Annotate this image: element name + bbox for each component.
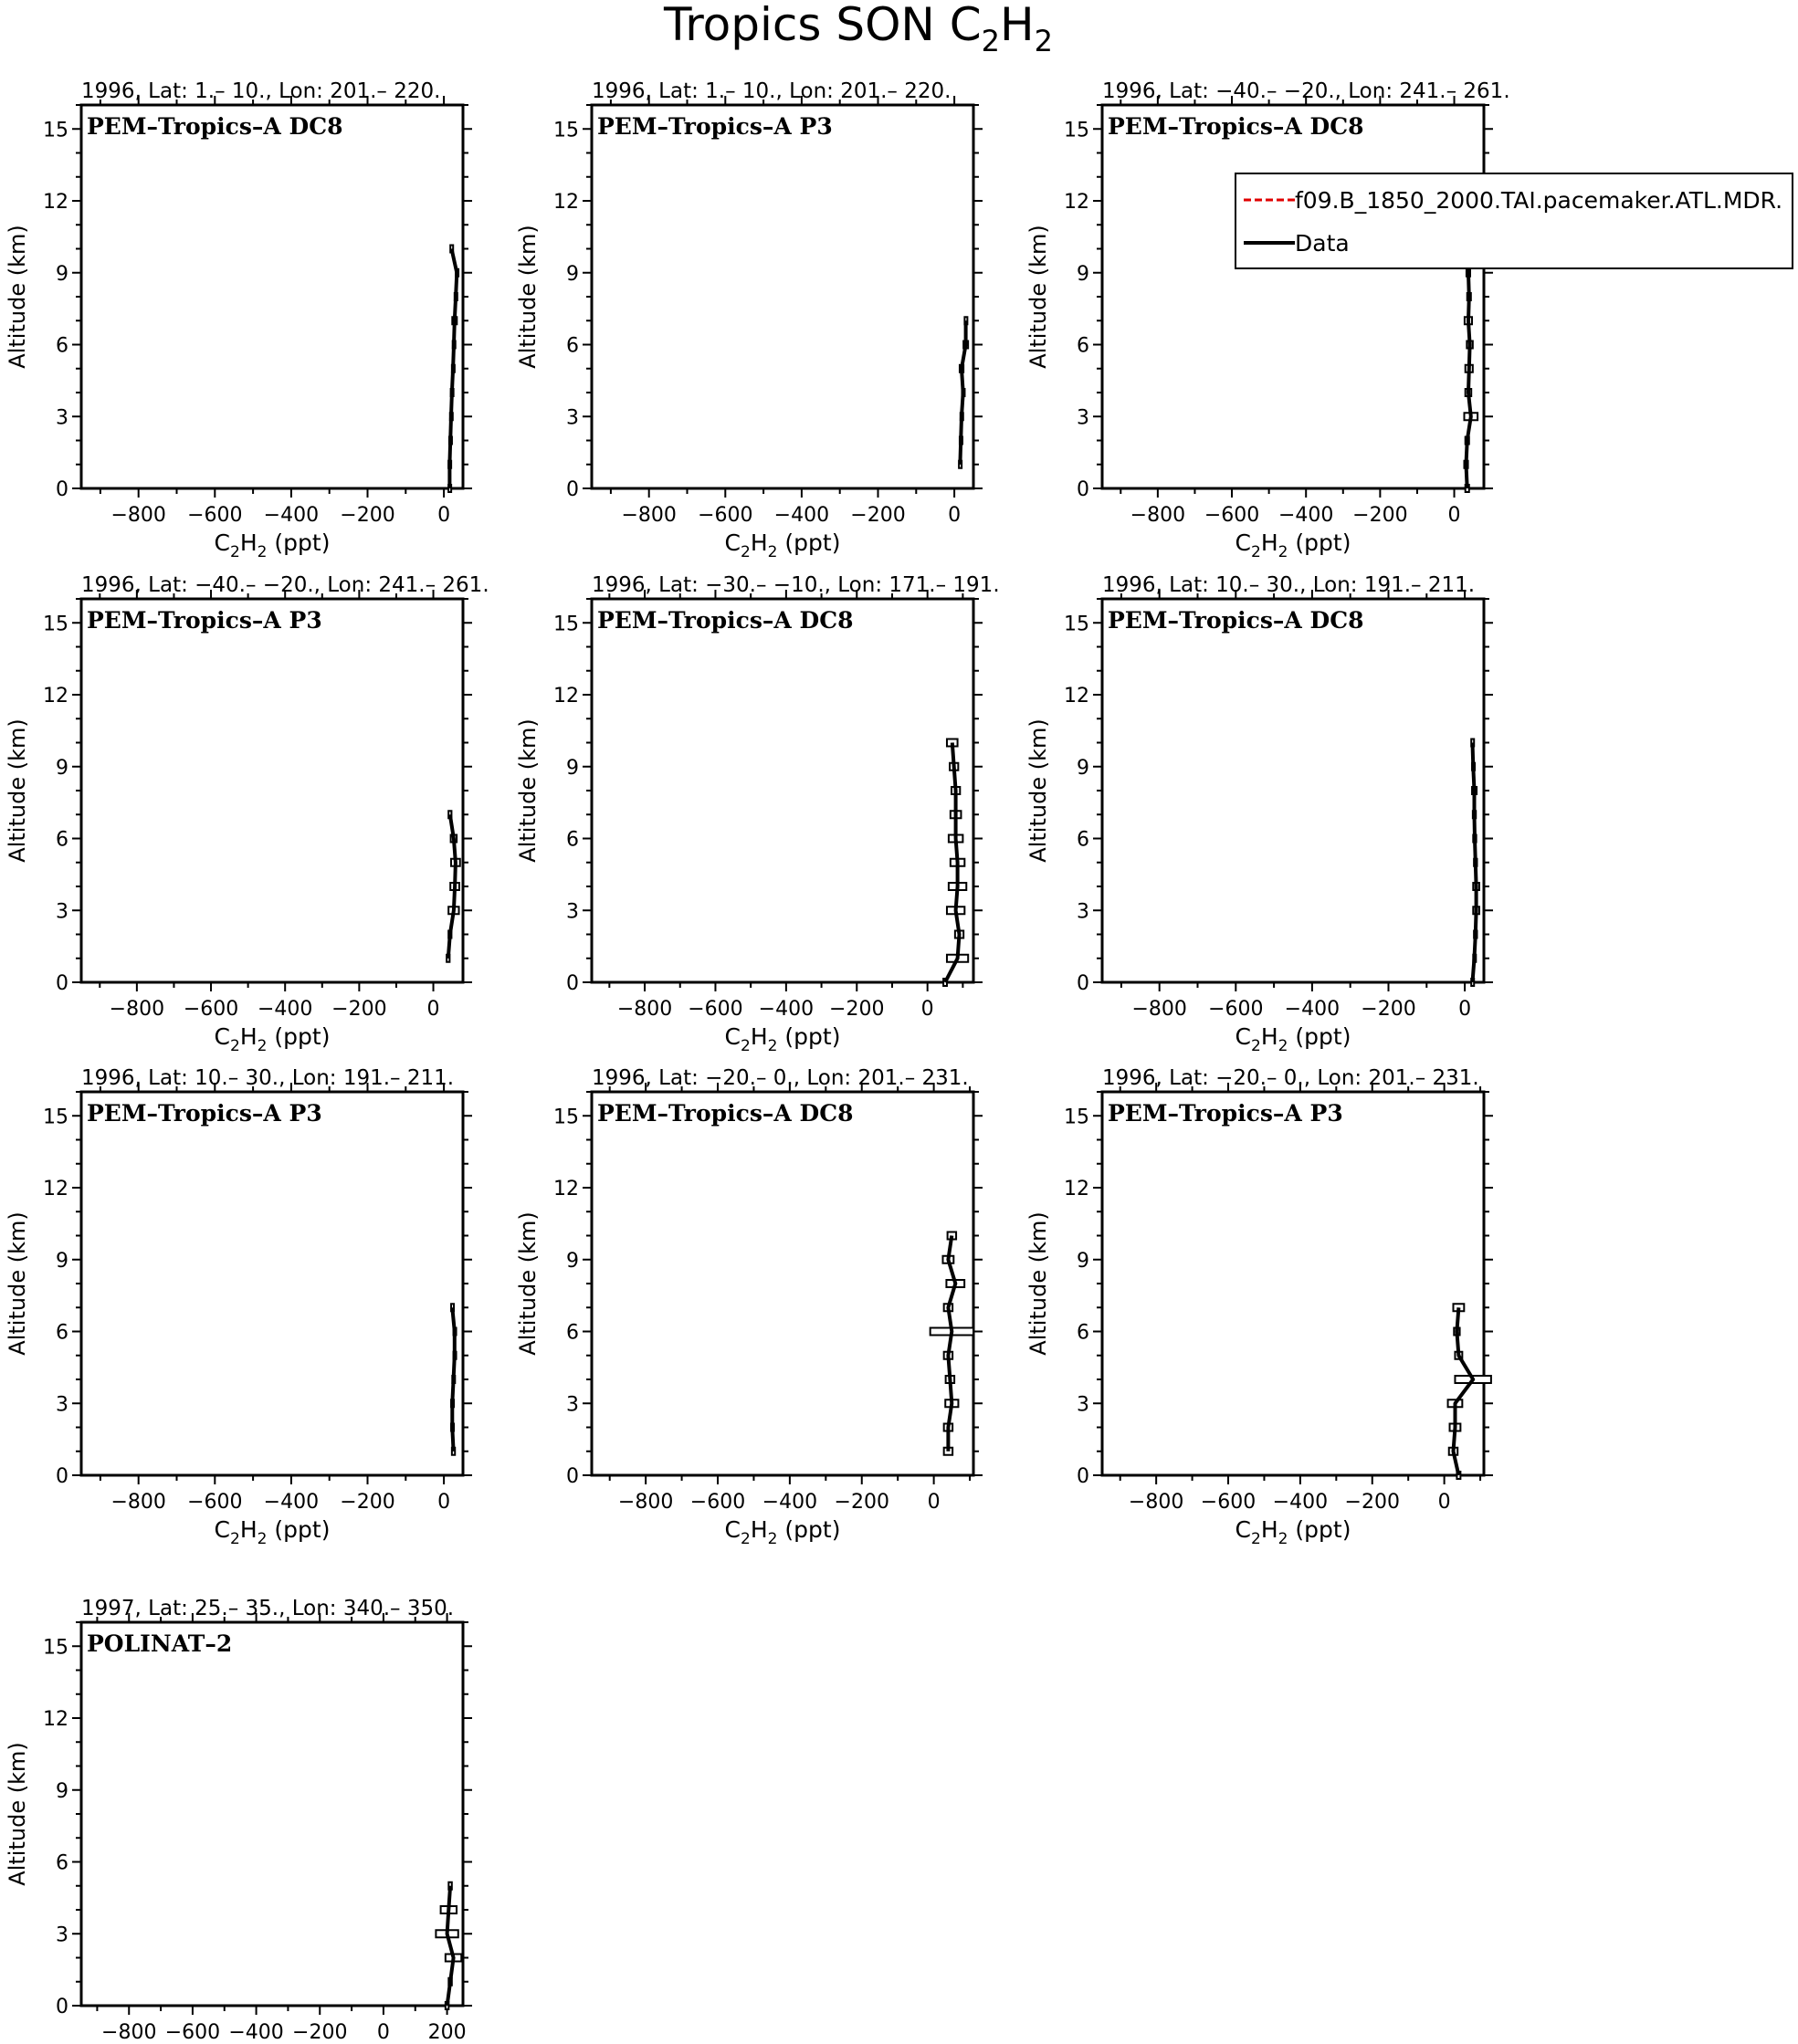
y-tick-label: 12	[43, 191, 68, 214]
x-axis-label	[725, 529, 841, 561]
x-tick-label: 0	[920, 998, 934, 1021]
x-tick-label: −800	[109, 998, 165, 1021]
y-tick-label: 12	[553, 1178, 579, 1200]
x-tick-label: −600	[698, 504, 753, 527]
panel-header: 1996, Lat: 10.– 30., Lon: 191.– 211.	[1102, 573, 1476, 597]
x-tick-label: 0	[1458, 998, 1472, 1021]
campaign-label: PEM–Tropics–A P3	[87, 607, 322, 634]
y-tick-label: 6	[566, 828, 579, 852]
x-tick-label: −200	[340, 1491, 395, 1514]
y-axis-label: Altitude (km)	[1025, 225, 1051, 369]
campaign-label: PEM–Tropics–A DC8	[597, 607, 854, 634]
x-tick-label: −800	[1128, 1491, 1184, 1514]
campaign-label: PEM–Tropics–A DC8	[1108, 113, 1364, 140]
x-tick-label: −600	[183, 998, 239, 1021]
y-tick-label: 12	[43, 685, 68, 708]
y-axis-label: Altitude (km)	[5, 225, 30, 369]
y-tick-label: 6	[1077, 828, 1089, 852]
panel-header: 1996, Lat: −40.– −20., Lon: 241.– 261.	[81, 573, 489, 597]
y-tick-label: 0	[566, 972, 579, 995]
chart-panel-2	[515, 79, 983, 561]
y-tick-label: 6	[56, 828, 68, 852]
y-tick-label: 9	[1077, 1249, 1089, 1273]
page-title: Tropics SON $C_2H_2$	[664, 0, 1053, 58]
x-axis-label-part: H	[750, 1023, 768, 1050]
chart-panel-1	[5, 79, 472, 561]
x-axis-label-part: (ppt)	[267, 1023, 331, 1050]
y-tick-label: 12	[553, 685, 579, 708]
y-tick-label: 15	[553, 119, 579, 142]
x-tick-label: −400	[1272, 1491, 1329, 1514]
x-axis-label-part: 2	[230, 1037, 240, 1055]
y-tick-label: 6	[56, 334, 68, 358]
y-tick-label: 9	[566, 756, 579, 780]
y-tick-label: 0	[56, 972, 68, 995]
x-tick-label: −200	[340, 504, 395, 527]
x-tick-label: 0	[437, 504, 451, 527]
y-axis-label: Altitude (km)	[515, 718, 541, 863]
chart-panel-6	[1025, 573, 1493, 1055]
x-tick-label: −400	[1278, 504, 1334, 527]
y-tick-label: 9	[56, 262, 68, 286]
x-axis-label	[1235, 1516, 1351, 1548]
x-tick-label: −400	[762, 1491, 818, 1514]
y-tick-label: 9	[56, 1249, 68, 1273]
x-axis-label	[215, 1516, 331, 1548]
x-axis-label-part: 2	[257, 1530, 268, 1548]
x-tick-label: −200	[829, 998, 885, 1021]
x-axis-label-part: C	[1235, 1023, 1251, 1050]
x-tick-label: −200	[1361, 998, 1416, 1021]
y-tick-label: 15	[1064, 613, 1089, 636]
data-profile-line	[449, 249, 457, 489]
y-tick-label: 9	[566, 1249, 579, 1273]
y-tick-label: 12	[1064, 191, 1089, 214]
x-axis-label	[725, 1023, 841, 1055]
chart-panel-7	[5, 1066, 472, 1548]
x-axis-label-part: (ppt)	[267, 529, 331, 556]
campaign-label: POLINAT–2	[87, 1630, 233, 1657]
x-tick-label: −800	[110, 1491, 166, 1514]
y-axis-label: Altitude (km)	[5, 1742, 30, 1886]
panel-header: 1996, Lat: 10.– 30., Lon: 191.– 211.	[81, 1066, 455, 1090]
x-tick-label: −400	[773, 504, 830, 527]
y-tick-label: 3	[56, 900, 68, 924]
y-tick-label: 15	[1064, 1106, 1089, 1129]
plot-frame	[81, 105, 463, 488]
x-axis-label	[1235, 529, 1351, 561]
x-tick-label: −600	[187, 504, 243, 527]
plot-frame	[592, 599, 973, 982]
x-axis-label-part: H	[239, 529, 258, 556]
y-tick-label: 3	[566, 1393, 579, 1417]
chart-panel-5	[515, 573, 1000, 1055]
x-axis-label-part: C	[724, 529, 741, 556]
x-tick-label: −400	[1284, 998, 1341, 1021]
x-axis-label-part: 2	[767, 543, 778, 561]
x-axis-label-part: 2	[230, 1530, 240, 1548]
data-profile-line	[452, 1307, 455, 1452]
y-tick-label: 9	[1077, 262, 1089, 286]
y-tick-label: 0	[566, 478, 579, 501]
x-axis-label	[215, 529, 331, 561]
y-tick-label: 15	[43, 119, 68, 142]
x-axis-label-part: C	[1235, 529, 1251, 556]
x-tick-label: −200	[850, 504, 906, 527]
y-tick-label: 12	[43, 1708, 68, 1731]
legend-data-label: Data	[1295, 230, 1350, 257]
y-tick-label: 15	[553, 613, 579, 636]
y-axis-label: Altitude (km)	[1025, 718, 1051, 863]
x-tick-label: −800	[101, 2021, 157, 2044]
y-tick-label: 0	[566, 1465, 579, 1488]
x-tick-label: −600	[689, 1491, 746, 1514]
data-profile-line	[1473, 743, 1477, 983]
y-tick-label: 6	[1077, 334, 1089, 358]
panel-header: 1996, Lat: −20.– 0., Lon: 201.– 231.	[592, 1066, 969, 1090]
y-tick-label: 12	[1064, 685, 1089, 708]
y-tick-label: 15	[553, 1106, 579, 1129]
panel-header: 1996, Lat: −30.– −10., Lon: 171.– 191.	[592, 573, 1000, 597]
x-axis-label-part: (ppt)	[1288, 1516, 1351, 1543]
campaign-label: PEM–Tropics–A DC8	[597, 1100, 854, 1127]
x-tick-label: −600	[688, 998, 743, 1021]
x-tick-label: −400	[263, 1491, 320, 1514]
y-tick-label: 3	[56, 1923, 68, 1947]
x-axis-label-part: H	[1260, 1516, 1278, 1543]
x-axis-label-part: 2	[1251, 1530, 1261, 1548]
x-axis-label-part: 2	[257, 1037, 268, 1055]
campaign-label: PEM–Tropics–A DC8	[1108, 607, 1364, 634]
panel-header: 1996, Lat: 1.– 10., Lon: 201.– 220.	[592, 79, 952, 103]
y-axis-label: Altitude (km)	[515, 225, 541, 369]
x-axis-label-part: 2	[1278, 1037, 1288, 1055]
panel-grid	[5, 79, 1510, 2044]
x-axis-label-part: H	[1260, 1023, 1278, 1050]
y-tick-label: 15	[43, 1636, 68, 1660]
x-axis-label-part: 2	[257, 543, 268, 561]
x-axis-label-part: H	[750, 1516, 768, 1543]
chart-panel-4	[5, 573, 489, 1055]
x-tick-label: −400	[263, 504, 320, 527]
campaign-label: PEM–Tropics–A P3	[1108, 1100, 1343, 1127]
x-axis-label-part: C	[214, 529, 230, 556]
x-tick-label: −800	[621, 504, 677, 527]
y-tick-label: 0	[1077, 972, 1089, 995]
x-tick-label: −400	[758, 998, 815, 1021]
y-tick-label: 0	[56, 1465, 68, 1488]
x-tick-label: 0	[426, 998, 440, 1021]
y-tick-label: 6	[1077, 1321, 1089, 1345]
plot-frame	[81, 1092, 463, 1475]
y-tick-label: 12	[43, 1178, 68, 1200]
x-axis-label-part: C	[724, 1516, 741, 1543]
x-tick-label: −400	[257, 998, 313, 1021]
x-tick-label: 0	[376, 2021, 390, 2044]
x-tick-label: 200	[427, 2021, 467, 2044]
y-tick-label: 15	[43, 613, 68, 636]
x-axis-label	[215, 1023, 331, 1055]
x-axis-label-part: (ppt)	[777, 529, 841, 556]
x-axis-label-part: H	[239, 1516, 258, 1543]
chart-panel-9	[1025, 1066, 1493, 1548]
x-axis-label-part: C	[1235, 1516, 1251, 1543]
campaign-label: PEM–Tropics–A DC8	[87, 113, 343, 140]
x-axis-label-part: 2	[1278, 1530, 1288, 1548]
y-tick-label: 6	[56, 1321, 68, 1345]
plot-frame	[81, 1622, 463, 2006]
y-axis-label: Altitude (km)	[5, 1211, 30, 1356]
chart-panel-10	[5, 1597, 472, 2044]
y-tick-label: 3	[56, 1393, 68, 1417]
x-tick-label: 0	[437, 1491, 451, 1514]
plot-frame	[81, 599, 463, 982]
x-tick-label: −200	[331, 998, 387, 1021]
y-tick-label: 15	[43, 1106, 68, 1129]
x-tick-label: −800	[616, 998, 673, 1021]
x-axis-label-part: 2	[767, 1037, 778, 1055]
y-tick-label: 3	[1077, 900, 1089, 924]
x-axis-label-part: 2	[1251, 543, 1261, 561]
data-profile-line	[447, 1886, 454, 2006]
chart-panel-3	[1025, 79, 1510, 561]
x-tick-label: −400	[228, 2021, 284, 2044]
panel-header: 1996, Lat: −20.– 0., Lon: 201.– 231.	[1102, 1066, 1479, 1090]
x-axis-label-part: 2	[230, 543, 240, 561]
y-tick-label: 0	[1077, 1465, 1089, 1488]
x-tick-label: −600	[1204, 504, 1260, 527]
panel-header: 1996, Lat: 1.– 10., Lon: 201.– 220.	[81, 79, 441, 103]
x-axis-label-part: H	[750, 529, 768, 556]
y-tick-label: 0	[56, 1996, 68, 2018]
x-axis-label-part: 2	[767, 1530, 778, 1548]
plot-frame	[592, 1092, 973, 1475]
y-axis-label: Altitude (km)	[515, 1211, 541, 1356]
y-axis-label: Altitude (km)	[1025, 1211, 1051, 1356]
x-axis-label-part: 2	[1251, 1037, 1261, 1055]
x-tick-label: 0	[948, 504, 962, 527]
y-tick-label: 0	[1077, 478, 1089, 501]
x-tick-label: −800	[617, 1491, 674, 1514]
x-tick-label: −800	[110, 504, 166, 527]
y-tick-label: 3	[1077, 406, 1089, 430]
legend-model-label: f09.B_1850_2000.TAI.pacemaker.ATL.MDR.	[1295, 187, 1783, 214]
y-tick-label: 3	[566, 406, 579, 430]
x-axis-label	[725, 1516, 841, 1548]
x-axis-label-part: (ppt)	[777, 1516, 841, 1543]
y-tick-label: 9	[566, 262, 579, 286]
y-tick-label: 9	[1077, 756, 1089, 780]
y-tick-label: 6	[56, 1851, 68, 1875]
x-axis-label-part: 2	[741, 1530, 751, 1548]
x-axis-label-part: (ppt)	[777, 1023, 841, 1050]
x-tick-label: −600	[1200, 1491, 1256, 1514]
x-axis-label-part: C	[724, 1023, 741, 1050]
y-axis-label: Altitude (km)	[5, 718, 30, 863]
campaign-label: PEM–Tropics–A P3	[597, 113, 833, 140]
data-profile-line	[948, 1236, 955, 1452]
y-tick-label: 3	[56, 406, 68, 430]
x-tick-label: −600	[1208, 998, 1264, 1021]
y-tick-label: 6	[566, 334, 579, 358]
x-axis-label-part: H	[1260, 529, 1278, 556]
plot-frame	[1102, 1092, 1484, 1475]
panel-header: 1996, Lat: −40.– −20., Lon: 241.– 261.	[1102, 79, 1510, 103]
x-tick-label: 0	[927, 1491, 941, 1514]
x-tick-label: −600	[164, 2021, 221, 2044]
panel-header: 1997, Lat: 25.– 35., Lon: 340.– 350.	[81, 1597, 455, 1620]
y-tick-label: 12	[553, 191, 579, 214]
x-tick-label: 0	[1447, 504, 1461, 527]
plot-frame	[1102, 599, 1484, 982]
x-tick-label: −200	[1352, 504, 1408, 527]
plot-frame	[1102, 105, 1484, 488]
y-tick-label: 12	[1064, 1178, 1089, 1200]
x-axis-label-part: 2	[1278, 543, 1288, 561]
x-tick-label: −200	[834, 1491, 889, 1514]
x-axis-label-part: 2	[741, 543, 751, 561]
x-tick-label: 0	[1437, 1491, 1451, 1514]
x-axis-label-part: (ppt)	[1288, 1023, 1351, 1050]
x-axis-label-part: C	[214, 1516, 230, 1543]
x-tick-label: −800	[1131, 998, 1187, 1021]
campaign-label: PEM–Tropics–A P3	[87, 1100, 322, 1127]
plot-frame	[592, 105, 973, 488]
x-axis-label-part: (ppt)	[1288, 529, 1351, 556]
y-tick-label: 6	[566, 1321, 579, 1345]
x-axis-label-part: (ppt)	[267, 1516, 331, 1543]
y-tick-label: 15	[1064, 119, 1089, 142]
y-tick-label: 3	[1077, 1393, 1089, 1417]
chart-panel-8	[515, 1066, 983, 1548]
y-tick-label: 9	[56, 1779, 68, 1803]
x-tick-label: −200	[292, 2021, 348, 2044]
x-axis-label-part: C	[214, 1023, 230, 1050]
x-axis-label-part: 2	[741, 1037, 751, 1055]
x-tick-label: −600	[187, 1491, 243, 1514]
y-tick-label: 3	[566, 900, 579, 924]
x-tick-label: −800	[1130, 504, 1186, 527]
x-axis-label	[1235, 1023, 1351, 1055]
x-axis-label-part: H	[239, 1023, 258, 1050]
y-tick-label: 9	[56, 756, 68, 780]
legend	[1235, 173, 1793, 268]
x-tick-label: −200	[1344, 1491, 1400, 1514]
y-tick-label: 0	[56, 478, 68, 501]
